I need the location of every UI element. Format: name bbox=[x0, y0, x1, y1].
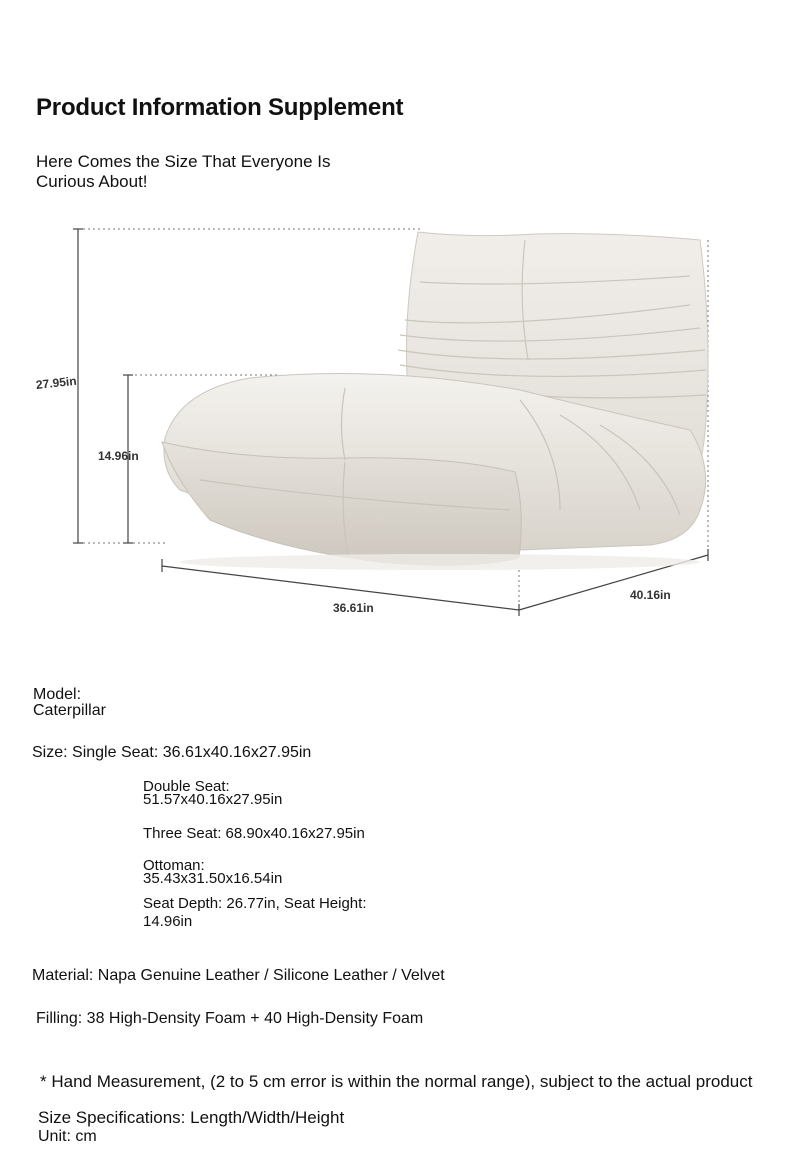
measurement-note: * Hand Measurement, (2 to 5 cm error is within the normal range), subject to the actual product bbox=[40, 1073, 753, 1090]
page-title: Product Information Supplement bbox=[36, 94, 404, 121]
double-seat-label: Double Seat: bbox=[143, 778, 230, 795]
material-line: Material: Napa Genuine Leather / Silicone Leather / Velvet bbox=[32, 967, 445, 984]
height-dimension-label: 27.95in bbox=[35, 373, 78, 392]
model-label: Model: bbox=[33, 686, 82, 703]
unit-line: Unit: cm bbox=[38, 1128, 97, 1145]
three-seat-size: Three Seat: 68.90x40.16x27.95in bbox=[143, 825, 365, 842]
filling-line: Filling: 38 High-Density Foam + 40 High-Density Foam bbox=[36, 1010, 424, 1027]
size-specifications: Size Specifications: Length/Width/Height bbox=[38, 1108, 345, 1127]
sofa-dimension-figure bbox=[0, 210, 790, 630]
subtitle-line-2: Curious About! bbox=[36, 172, 148, 191]
depth-dimension-label: 40.16in bbox=[630, 588, 671, 602]
ottoman-label: Ottoman: bbox=[143, 857, 205, 874]
page-subtitle bbox=[36, 152, 366, 192]
model-value: Caterpillar bbox=[33, 702, 106, 719]
size-single-seat: Size: Single Seat: 36.61x40.16x27.95in bbox=[32, 744, 312, 761]
double-seat-value: 51.57x40.16x27.95in bbox=[143, 791, 283, 808]
ottoman-value: 35.43x31.50x16.54in bbox=[143, 870, 283, 887]
width-dimension-label: 36.61in bbox=[333, 601, 374, 615]
seat-height-dimension-label: 14.96in bbox=[98, 449, 139, 463]
subtitle-line-1: Here Comes the Size That Everyone Is bbox=[36, 152, 331, 171]
seat-depth-line-1: Seat Depth: 26.77in, Seat Height: bbox=[143, 895, 367, 912]
sofa-illustration bbox=[0, 210, 790, 630]
seat-depth-line-2: 14.96in bbox=[143, 913, 193, 930]
